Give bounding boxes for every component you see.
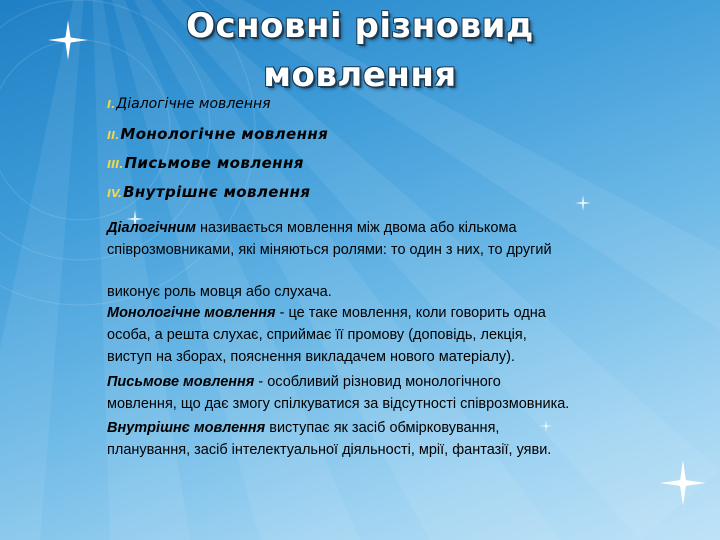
definition-term: Монологічне мовлення: [107, 305, 276, 321]
slide-title: [0, 2, 720, 100]
types-list: [107, 96, 328, 212]
slide-title-line: Основні різновид: [186, 6, 534, 46]
definition-text: - це таке мовлення, коли говорить одна: [275, 305, 546, 321]
definition-line: співрозмовниками, які міняються ролями: то один з них, то другий: [107, 242, 552, 258]
sparkle-star-icon: [660, 460, 706, 506]
definition-text: називається мовлення між двома або кількома: [196, 220, 517, 236]
list-item-label: Діалогічне мовлення: [116, 96, 271, 112]
list-numeral: IV.: [107, 187, 123, 200]
definition-dialogic: [107, 217, 707, 303]
list-item: [107, 183, 328, 212]
list-numeral: III.: [107, 158, 124, 171]
list-item-label: Монологічне мовлення: [120, 125, 329, 143]
definition-term: Діалогічним: [107, 220, 196, 236]
definition-line: [107, 217, 707, 239]
list-numeral: I.: [107, 98, 116, 111]
definition-line: [107, 302, 707, 324]
definition-line: [107, 371, 707, 393]
definition-line: [107, 417, 707, 439]
definition-text: виступає як засіб обмірковування,: [265, 420, 500, 436]
definition-monologic: [107, 302, 707, 368]
definition-term: Внутрішнє мовлення: [107, 420, 266, 436]
definition-line: планування, засіб інтелектуальної діяльності, мрії, фантазії, уяви.: [107, 442, 552, 458]
definition-line: виступ на зборах, пояснення викладачем нового матеріалу).: [107, 349, 515, 365]
list-item-label: Письмове мовлення: [124, 154, 304, 172]
list-item: [107, 125, 328, 154]
definition-inner: [107, 417, 707, 461]
definition-term: Письмове мовлення: [107, 374, 255, 390]
definition-line: особа, а решта слухає, сприймає її промову (доповідь, лекція,: [107, 327, 527, 343]
sparkle-star-icon: [575, 195, 591, 211]
list-numeral: II.: [107, 129, 120, 142]
slide-title-line: мовлення: [263, 55, 457, 95]
definition-written: [107, 371, 707, 415]
list-item: [107, 96, 328, 125]
definition-line: мовлення, що дає змогу спілкуватися за відсутності співрозмовника.: [107, 396, 570, 412]
list-item-label: Внутрішнє мовлення: [123, 183, 311, 201]
definition-text: - особливий різновид монологічного: [254, 374, 501, 390]
definition-line: виконує роль мовця або слухача.: [107, 284, 332, 300]
list-item: [107, 154, 328, 183]
